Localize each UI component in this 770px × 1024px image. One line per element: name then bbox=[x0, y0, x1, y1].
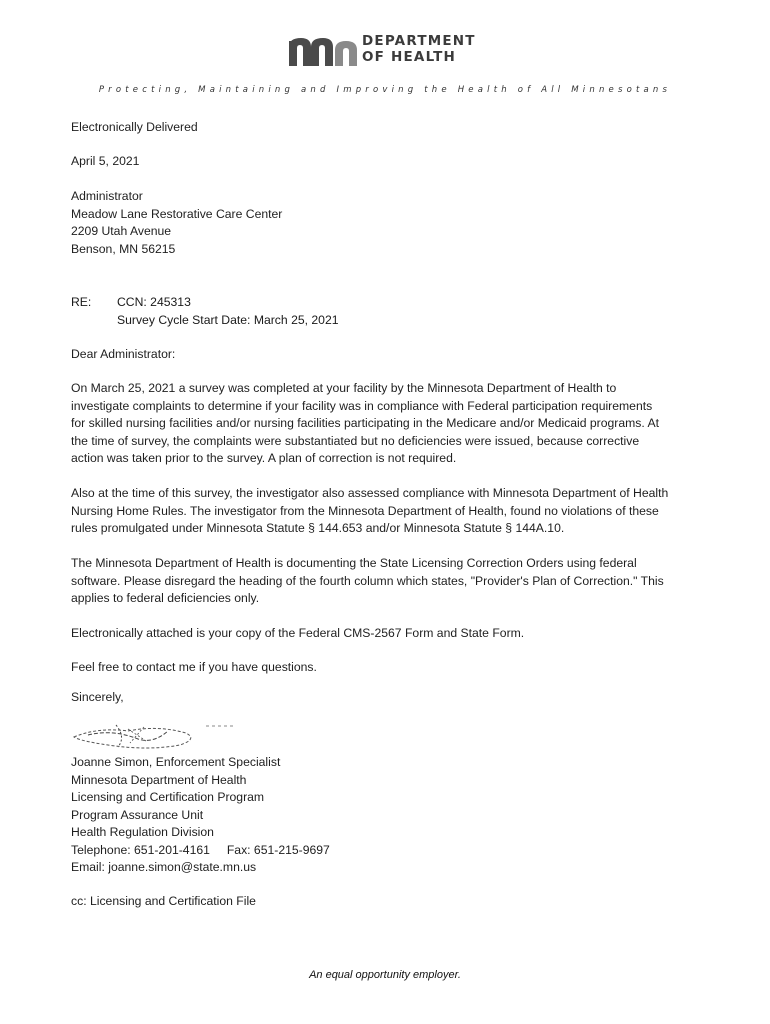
paragraph-line: On March 25, 2021 a survey was completed at your facility by the Minnesota Department of Health to bbox=[71, 381, 617, 395]
address-line: Administrator bbox=[71, 189, 143, 203]
paragraph-state-rules bbox=[71, 485, 697, 538]
paragraph-line: software. Please disregard the heading of the fourth column which states, "Provider's Plan of Correction." This bbox=[71, 573, 664, 588]
signer-line: Minnesota Department of Health bbox=[71, 772, 247, 787]
address-line: Benson, MN 56215 bbox=[71, 241, 176, 256]
paragraph-line: The Minnesota Department of Health is documenting the State Licensing Correction Orders using federal bbox=[71, 556, 637, 570]
signature-image bbox=[68, 719, 238, 753]
signer-email: Email: joanne.simon@state.mn.us bbox=[71, 860, 257, 874]
mn-logo-icon bbox=[289, 36, 357, 66]
re-label: RE: bbox=[71, 295, 92, 309]
signer-phone-fax: Telephone: 651-201-4161 Fax: 651-215-9697 bbox=[71, 842, 330, 857]
delivery-method: Electronically Delivered bbox=[71, 120, 198, 134]
closing: Sincerely, bbox=[71, 690, 124, 704]
paragraph-line: Nursing Home Rules. The investigator from the Minnesota Department of Health, found no violations of these bbox=[71, 503, 659, 518]
signer-block bbox=[71, 754, 697, 877]
paragraph-line: investigate complaints to determine if your facility was in compliance with Federal participation requirements bbox=[71, 398, 653, 413]
logo-line-2: OF HEALTH bbox=[362, 48, 457, 65]
address-line: Meadow Lane Restorative Care Center bbox=[71, 206, 283, 221]
paragraph-line: action was taken prior to the survey. A plan of correction is not required. bbox=[71, 451, 457, 465]
tagline: Protecting, Maintaining and Improving the Health of All Minnesotans bbox=[98, 85, 672, 95]
re-details bbox=[117, 294, 339, 329]
recipient-address bbox=[71, 188, 697, 258]
paragraph-line: applies to federal deficiencies only. bbox=[71, 591, 260, 605]
paragraph-line: Also at the time of this survey, the investigator also assessed compliance with Minnesota Department of Health bbox=[71, 486, 669, 500]
cc-line: cc: Licensing and Certification File bbox=[71, 894, 256, 908]
paragraph-line: rules promulgated under Minnesota Statute § 144.653 and/or Minnesota Statute § 144A.10. bbox=[71, 521, 565, 535]
salutation: Dear Administrator: bbox=[71, 347, 176, 361]
paragraph-line: the time of survey, the complaints were substantiated but no deficiencies were issued, because corrective bbox=[71, 433, 640, 448]
signer-line: Licensing and Certification Program bbox=[71, 790, 265, 804]
department-of-health-logo bbox=[289, 33, 489, 69]
ccn-line: CCN: 245313 bbox=[117, 295, 191, 309]
paragraph-line: for skilled nursing facilities and/or nursing facilities participating in the Medicare and/or Medicaid programs. At bbox=[71, 416, 659, 430]
paragraph-attachment: Electronically attached is your copy of the Federal CMS-2567 Form and State Form. bbox=[71, 626, 525, 640]
logo-wordmark bbox=[362, 34, 476, 65]
signer-line: Health Regulation Division bbox=[71, 825, 214, 839]
paragraph-software bbox=[71, 555, 697, 608]
address-line: 2209 Utah Avenue bbox=[71, 224, 172, 238]
paragraph-contact: Feel free to contact me if you have questions. bbox=[71, 660, 317, 674]
logo-line-1: DEPARTMENT bbox=[362, 33, 476, 49]
paragraph-survey bbox=[71, 380, 697, 468]
signer-line: Joanne Simon, Enforcement Specialist bbox=[71, 755, 281, 769]
survey-date-line: Survey Cycle Start Date: March 25, 2021 bbox=[117, 312, 339, 327]
letter-date: April 5, 2021 bbox=[71, 154, 140, 168]
footer-equal-opportunity: An equal opportunity employer. bbox=[309, 969, 461, 981]
signer-line: Program Assurance Unit bbox=[71, 807, 204, 822]
